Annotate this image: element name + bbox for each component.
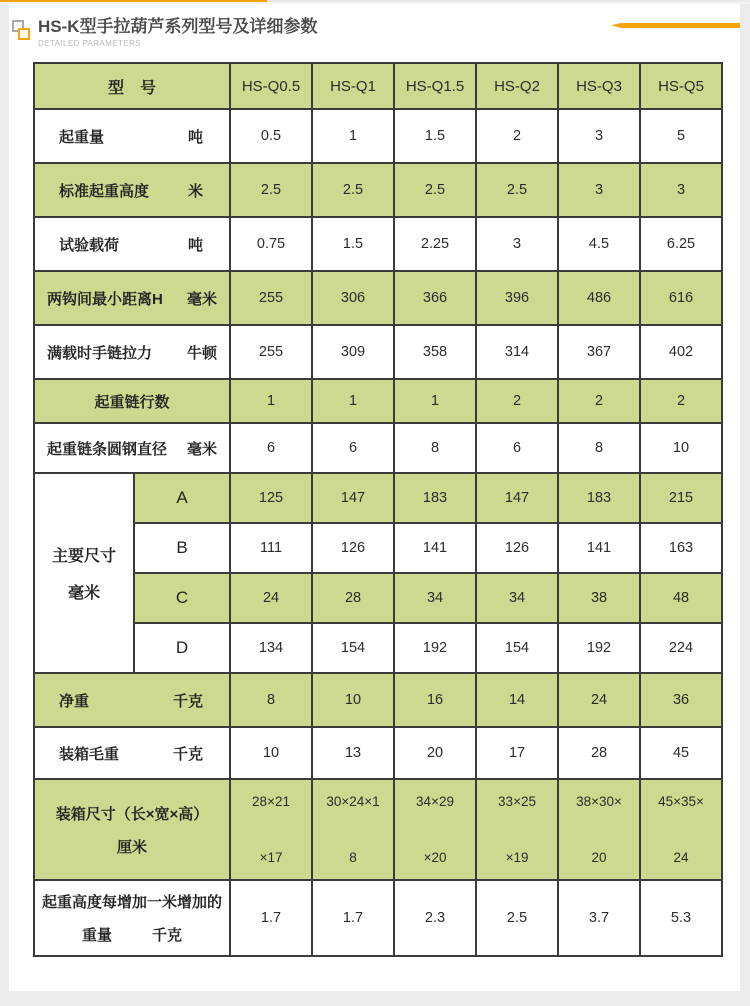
param-label-cell bbox=[34, 217, 230, 271]
packing-value-cell bbox=[230, 779, 312, 880]
table-row bbox=[34, 163, 722, 217]
param-label-cell bbox=[34, 109, 230, 163]
page-front-icon bbox=[18, 28, 30, 40]
param-name: 标准起重高度 bbox=[59, 182, 150, 200]
param-label-cell bbox=[34, 673, 230, 727]
table-row bbox=[34, 473, 722, 523]
value-cell: 1.7 bbox=[312, 880, 394, 956]
packing-value-line1: 28×21 bbox=[252, 793, 290, 809]
value-cell: 1 bbox=[312, 109, 394, 163]
packing-value-line2: 20 bbox=[591, 849, 607, 865]
value-cell: 28 bbox=[558, 727, 640, 779]
value-cell: 163 bbox=[640, 523, 722, 573]
value-cell: 2.5 bbox=[476, 880, 558, 956]
packing-label-cell bbox=[34, 779, 230, 880]
value-cell: 367 bbox=[558, 325, 640, 379]
table-row bbox=[34, 673, 722, 727]
packing-value-cell bbox=[640, 779, 722, 880]
packing-value-line1: 38×30× bbox=[576, 793, 622, 809]
table-row bbox=[34, 880, 722, 956]
value-cell: 36 bbox=[640, 673, 722, 727]
param-name: 起重量 bbox=[59, 128, 105, 146]
value-cell: 2.3 bbox=[394, 880, 476, 956]
value-cell: 215 bbox=[640, 473, 722, 523]
value-cell: 126 bbox=[312, 523, 394, 573]
page-header bbox=[12, 17, 318, 48]
dim-key-cell: D bbox=[134, 623, 230, 673]
param-label-cell bbox=[34, 163, 230, 217]
value-cell: 1 bbox=[230, 379, 312, 423]
table-row bbox=[34, 423, 722, 473]
value-cell: 1 bbox=[394, 379, 476, 423]
value-cell: 2.5 bbox=[476, 163, 558, 217]
value-cell: 126 bbox=[476, 523, 558, 573]
value-cell: 402 bbox=[640, 325, 722, 379]
packing-value-line2: ×17 bbox=[259, 849, 283, 865]
value-cell: 2.5 bbox=[394, 163, 476, 217]
value-cell: 6 bbox=[312, 423, 394, 473]
table-row bbox=[34, 217, 722, 271]
param-unit: 千克 bbox=[173, 692, 204, 710]
value-cell: 224 bbox=[640, 623, 722, 673]
value-cell: 183 bbox=[558, 473, 640, 523]
value-cell: 5 bbox=[640, 109, 722, 163]
value-cell: 2.5 bbox=[230, 163, 312, 217]
packing-value-cell bbox=[394, 779, 476, 880]
value-cell: 10 bbox=[230, 727, 312, 779]
value-cell: 147 bbox=[312, 473, 394, 523]
value-cell: 1.5 bbox=[394, 109, 476, 163]
value-cell: 2.25 bbox=[394, 217, 476, 271]
value-cell: 1.5 bbox=[312, 217, 394, 271]
value-cell: 192 bbox=[394, 623, 476, 673]
table-row bbox=[34, 727, 722, 779]
dim-key-cell: A bbox=[134, 473, 230, 523]
value-cell: 3 bbox=[558, 163, 640, 217]
value-cell: 8 bbox=[394, 423, 476, 473]
value-cell: 3 bbox=[558, 109, 640, 163]
param-name: 装箱毛重 bbox=[59, 745, 120, 763]
dim-section-label: 主要尺寸 bbox=[51, 548, 116, 565]
value-cell: 309 bbox=[312, 325, 394, 379]
packing-value-line2: 8 bbox=[349, 849, 357, 865]
param-unit: 吨 bbox=[188, 128, 204, 146]
value-cell: 1.7 bbox=[230, 880, 312, 956]
value-cell: 366 bbox=[394, 271, 476, 325]
model-cell: HS-Q1 bbox=[312, 63, 394, 109]
table-row bbox=[34, 523, 722, 573]
value-cell: 1 bbox=[312, 379, 394, 423]
model-cell: HS-Q3 bbox=[558, 63, 640, 109]
value-cell: 486 bbox=[558, 271, 640, 325]
model-cell: HS-Q2 bbox=[476, 63, 558, 109]
value-cell: 358 bbox=[394, 325, 476, 379]
param-unit: 毫米 bbox=[187, 290, 218, 308]
table-row bbox=[34, 779, 722, 880]
model-cell: HS-Q0.5 bbox=[230, 63, 312, 109]
value-cell: 2 bbox=[558, 379, 640, 423]
param-unit: 千克 bbox=[173, 745, 204, 763]
value-cell: 141 bbox=[394, 523, 476, 573]
value-cell: 13 bbox=[312, 727, 394, 779]
spec-table bbox=[33, 62, 723, 957]
value-cell: 3.7 bbox=[558, 880, 640, 956]
table-row bbox=[34, 623, 722, 673]
packing-value-line1: 45×35× bbox=[658, 793, 704, 809]
value-cell: 0.5 bbox=[230, 109, 312, 163]
value-cell: 396 bbox=[476, 271, 558, 325]
value-cell: 5.3 bbox=[640, 880, 722, 956]
value-cell: 3 bbox=[476, 217, 558, 271]
value-cell: 141 bbox=[558, 523, 640, 573]
model-header-cell bbox=[34, 63, 230, 109]
table-row bbox=[34, 271, 722, 325]
value-cell: 48 bbox=[640, 573, 722, 623]
value-cell: 314 bbox=[476, 325, 558, 379]
value-cell: 125 bbox=[230, 473, 312, 523]
value-cell: 154 bbox=[476, 623, 558, 673]
value-cell: 17 bbox=[476, 727, 558, 779]
dim-section-unit: 毫米 bbox=[67, 585, 100, 602]
value-cell: 2 bbox=[476, 109, 558, 163]
value-cell: 2 bbox=[640, 379, 722, 423]
value-cell: 6 bbox=[476, 423, 558, 473]
value-cell: 616 bbox=[640, 271, 722, 325]
packing-value-cell bbox=[312, 779, 394, 880]
value-cell: 8 bbox=[558, 423, 640, 473]
param-label-cell bbox=[34, 379, 230, 423]
content-card bbox=[9, 0, 740, 991]
value-cell: 111 bbox=[230, 523, 312, 573]
packing-value-line2: ×20 bbox=[423, 849, 447, 865]
param-name: 起重链条圆钢直径 bbox=[47, 440, 168, 458]
table-row bbox=[34, 379, 722, 423]
packing-value-line1: 30×24×1 bbox=[326, 793, 380, 809]
packing-value-line1: 33×25 bbox=[498, 793, 536, 809]
dim-key-cell: B bbox=[134, 523, 230, 573]
value-cell: 16 bbox=[394, 673, 476, 727]
value-cell: 147 bbox=[476, 473, 558, 523]
value-cell: 2 bbox=[476, 379, 558, 423]
value-cell: 6 bbox=[230, 423, 312, 473]
decorative-orange-line bbox=[611, 23, 740, 28]
param-name: 试验载荷 bbox=[59, 236, 120, 254]
param-label-cell bbox=[34, 325, 230, 379]
value-cell: 134 bbox=[230, 623, 312, 673]
value-cell: 183 bbox=[394, 473, 476, 523]
top-divider-bar bbox=[0, 0, 750, 4]
dim-key-cell: C bbox=[134, 573, 230, 623]
height-add-unit: 千克 bbox=[152, 927, 183, 944]
value-cell: 8 bbox=[230, 673, 312, 727]
page-title: HS-K型手拉葫芦系列型号及详细参数 bbox=[38, 17, 318, 36]
value-cell: 28 bbox=[312, 573, 394, 623]
value-cell: 24 bbox=[230, 573, 312, 623]
packing-value-cell bbox=[476, 779, 558, 880]
value-cell: 0.75 bbox=[230, 217, 312, 271]
value-cell: 45 bbox=[640, 727, 722, 779]
value-cell: 10 bbox=[640, 423, 722, 473]
param-label-cell bbox=[34, 727, 230, 779]
packing-unit: 厘米 bbox=[117, 838, 148, 856]
table-row bbox=[34, 325, 722, 379]
model-cell: HS-Q5 bbox=[640, 63, 722, 109]
value-cell: 3 bbox=[640, 163, 722, 217]
value-cell: 34 bbox=[394, 573, 476, 623]
param-name: 满载时手链拉力 bbox=[47, 344, 153, 362]
value-cell: 6.25 bbox=[640, 217, 722, 271]
value-cell: 24 bbox=[558, 673, 640, 727]
dim-section-label-cell bbox=[34, 473, 134, 673]
table-header-row bbox=[34, 63, 722, 109]
table-row bbox=[34, 573, 722, 623]
value-cell: 255 bbox=[230, 325, 312, 379]
param-name: 净重 bbox=[59, 692, 90, 710]
value-cell: 10 bbox=[312, 673, 394, 727]
param-name: 两钩间最小距离H bbox=[47, 290, 163, 308]
value-cell: 192 bbox=[558, 623, 640, 673]
value-cell: 38 bbox=[558, 573, 640, 623]
packing-value-line2: 24 bbox=[673, 849, 689, 865]
packing-value-line2: ×19 bbox=[505, 849, 529, 865]
table-row bbox=[34, 109, 722, 163]
param-unit: 毫米 bbox=[187, 440, 218, 458]
model-cell: HS-Q1.5 bbox=[394, 63, 476, 109]
param-label-cell bbox=[34, 271, 230, 325]
height-add-label-line2: 重量 bbox=[81, 927, 112, 944]
value-cell: 14 bbox=[476, 673, 558, 727]
value-cell: 306 bbox=[312, 271, 394, 325]
model-header-label: 型 号 bbox=[108, 79, 157, 97]
param-unit: 米 bbox=[188, 182, 204, 200]
param-unit: 牛顿 bbox=[187, 344, 218, 362]
packing-label: 装箱尺寸（长×宽×高） bbox=[55, 805, 209, 823]
value-cell: 4.5 bbox=[558, 217, 640, 271]
param-label-cell bbox=[34, 423, 230, 473]
value-cell: 34 bbox=[476, 573, 558, 623]
document-pages-icon bbox=[12, 20, 34, 44]
param-name: 起重链行数 bbox=[94, 393, 170, 411]
page-subtitle: DETAILED PARAMETERS bbox=[38, 39, 141, 48]
packing-value-line1: 34×29 bbox=[416, 793, 454, 809]
value-cell: 2.5 bbox=[312, 163, 394, 217]
param-unit: 吨 bbox=[188, 236, 204, 254]
height-add-label-cell bbox=[34, 880, 230, 956]
top-accent-bar bbox=[0, 0, 267, 2]
height-add-label: 起重高度每增加一米增加的 bbox=[42, 894, 223, 911]
value-cell: 154 bbox=[312, 623, 394, 673]
value-cell: 255 bbox=[230, 271, 312, 325]
packing-value-cell bbox=[558, 779, 640, 880]
value-cell: 20 bbox=[394, 727, 476, 779]
